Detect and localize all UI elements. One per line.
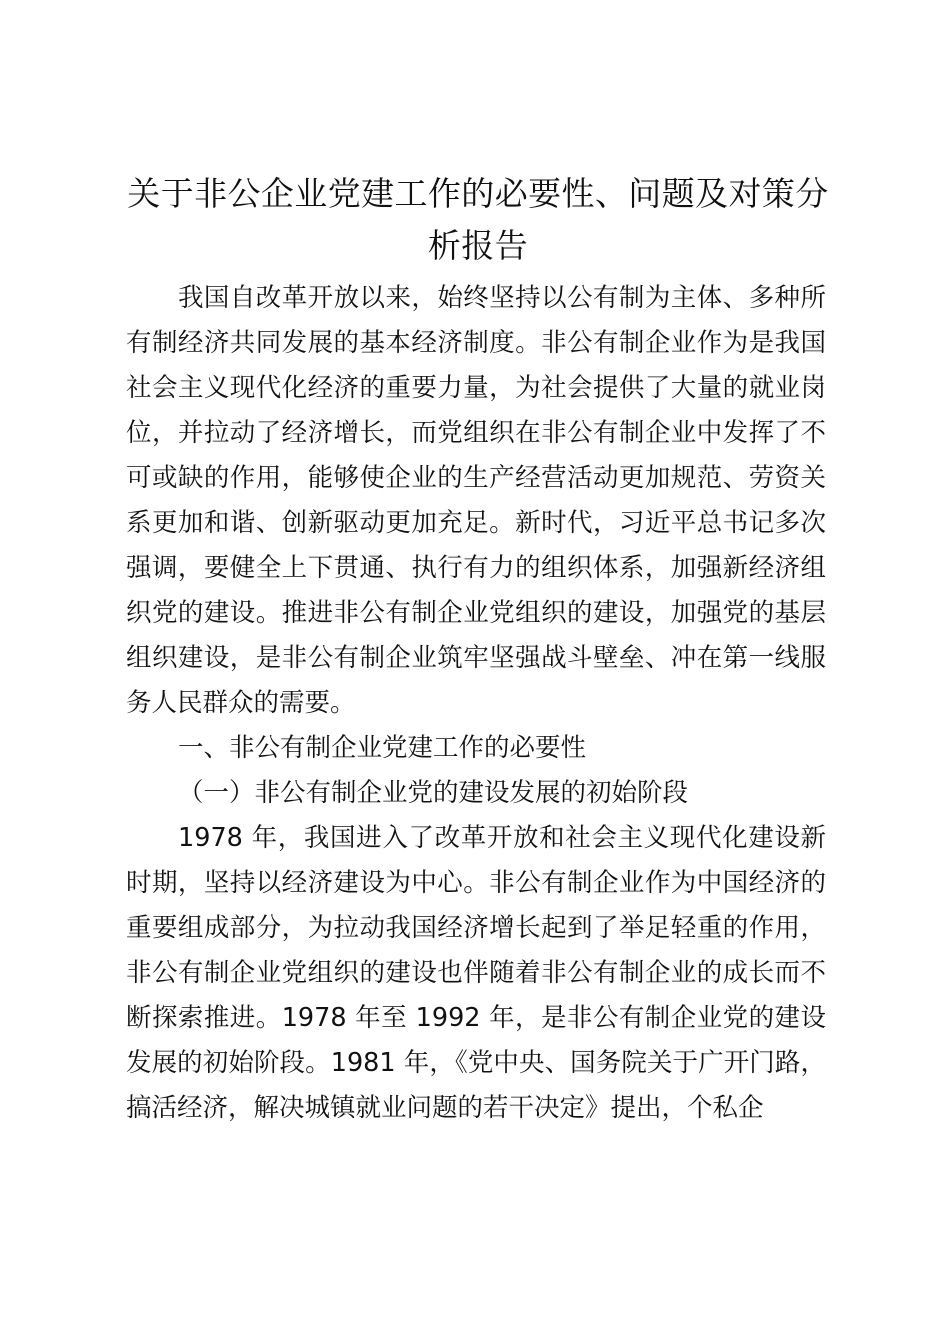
section-paragraph-1: 1978 年，我国进入了改革开放和社会主义现代化建设新时期，坚持以经济建设为中心。非公有制企业作为中国经济的重要组成部分，为拉动我国经济增长起到了举足轻重的作用，非公有制企业党组织的建设也伴随着非公有制企业的成长而不断探索推进。1978 年至 1992 年，是非公有制企业党的建设发展的初始阶段。1981 年，《党中央、国务院关于广开门路，搞活经济，解决城镇就业问题的若干决定》提出，个私企 [126, 823, 826, 1123]
section-heading-1: 一、非公有制企业党建工作的必要性 [178, 733, 587, 763]
document-body [126, 276, 826, 1131]
intro-paragraph: 我国自改革开放以来，始终坚持以公有制为主体、多种所有制经济共同发展的基本经济制度。非公有制企业作为是我国社会主义现代化经济的重要力量，为社会提供了大量的就业岗位，并拉动了经济增长，而党组织在非公有制企业中发挥了不可或缺的作用，能够使企业的生产经营活动更加规范、劳资关系更加和谐、创新驱动更加充足。新时代，习近平总书记多次强调，要健全上下贯通、执行有力的组织体系，加强新经济组织党的建设。推进非公有制企业党组织的建设，加强党的基层组织建设，是非公有制企业筑牢坚强战斗壁垒、冲在第一线服务人民群众的需要。 [126, 283, 826, 718]
subsection-heading-1: （一）非公有制企业党的建设发展的初始阶段 [178, 778, 689, 808]
document-title: 关于非公企业党建工作的必要性、问题及对策分析报告 [127, 174, 829, 265]
